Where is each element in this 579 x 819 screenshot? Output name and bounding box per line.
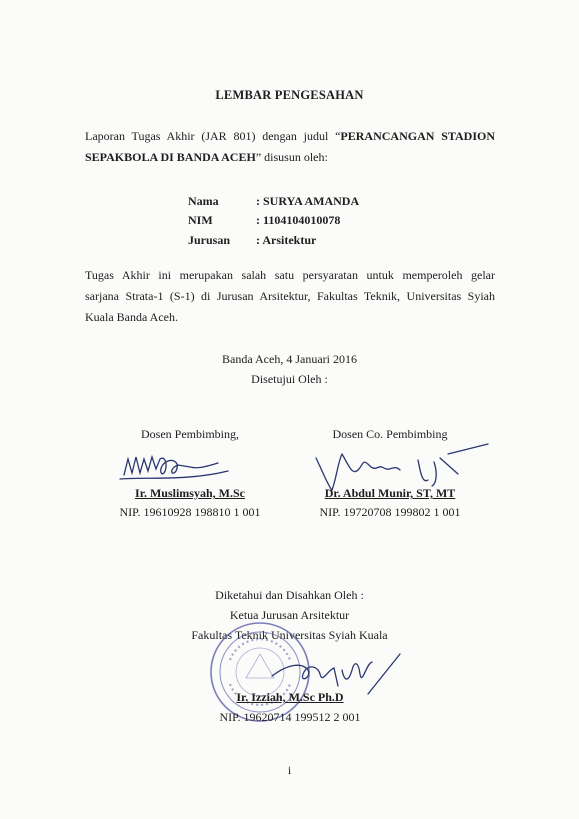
department-head-name: Ir. Izziah, M.Sc Ph.D bbox=[236, 690, 344, 704]
purpose-line-1: Tugas Akhir ini merupakan salah satu persyaratan untuk memperoleh gelar bbox=[85, 268, 495, 282]
supervisor-role: Dosen Pembimbing, bbox=[141, 427, 239, 441]
intro-line-1 bbox=[85, 126, 495, 147]
intro-paragraph bbox=[85, 126, 495, 168]
thesis-title-line-2: SEPAKBOLA DI BANDA ACEH bbox=[85, 150, 256, 164]
major-label: Jurusan bbox=[188, 233, 231, 247]
intro-suffix: ” disusun oleh: bbox=[255, 150, 328, 164]
department-head-position: Ketua Jurusan Arsitektur bbox=[229, 608, 350, 622]
intro-line-2 bbox=[85, 147, 495, 168]
place-date: Banda Aceh, 4 Januari 2016 bbox=[222, 352, 357, 366]
supervisor-name: Ir. Muslimsyah, M.Sc bbox=[135, 486, 245, 500]
faculty-name: Fakultas Teknik Universitas Syiah Kuala bbox=[191, 628, 388, 642]
co-supervisor-nip: NIP. 19720708 199802 1 001 bbox=[319, 505, 461, 519]
purpose-line-2: sarjana Strata-1 (S-1) di Jurusan Arsitektur, Fakultas Teknik, Universitas Syiah bbox=[85, 289, 495, 303]
intro-prefix: Laporan Tugas Akhir (JAR 801) dengan judul “ bbox=[85, 129, 341, 143]
thesis-title-line-1: PERANCANGAN STADION bbox=[340, 129, 495, 143]
approved-by: Disetujui Oleh : bbox=[251, 372, 328, 386]
nim-label: NIM bbox=[188, 213, 213, 227]
acknowledged-heading: Diketahui dan Disahkan Oleh : bbox=[215, 588, 364, 602]
co-supervisor-name: Dr. Abdul Munir, ST, MT bbox=[324, 486, 456, 500]
purpose-line-3: Kuala Banda Aceh. bbox=[85, 310, 178, 324]
name-label: Nama bbox=[188, 194, 219, 208]
nim-value: : 1104104010078 bbox=[256, 213, 341, 227]
supervisor-nip: NIP. 19610928 198810 1 001 bbox=[119, 505, 261, 519]
page-number: i bbox=[287, 763, 292, 777]
purpose-paragraph bbox=[85, 265, 495, 328]
name-value: : SURYA AMANDA bbox=[256, 194, 360, 208]
page-title: LEMBAR PENGESAHAN bbox=[215, 88, 364, 102]
department-head-nip: NIP. 19620714 199512 2 001 bbox=[219, 710, 361, 724]
supervisor-signature bbox=[118, 447, 238, 487]
co-supervisor-role: Dosen Co. Pembimbing bbox=[332, 427, 448, 441]
major-value: : Arsitektur bbox=[256, 233, 317, 247]
